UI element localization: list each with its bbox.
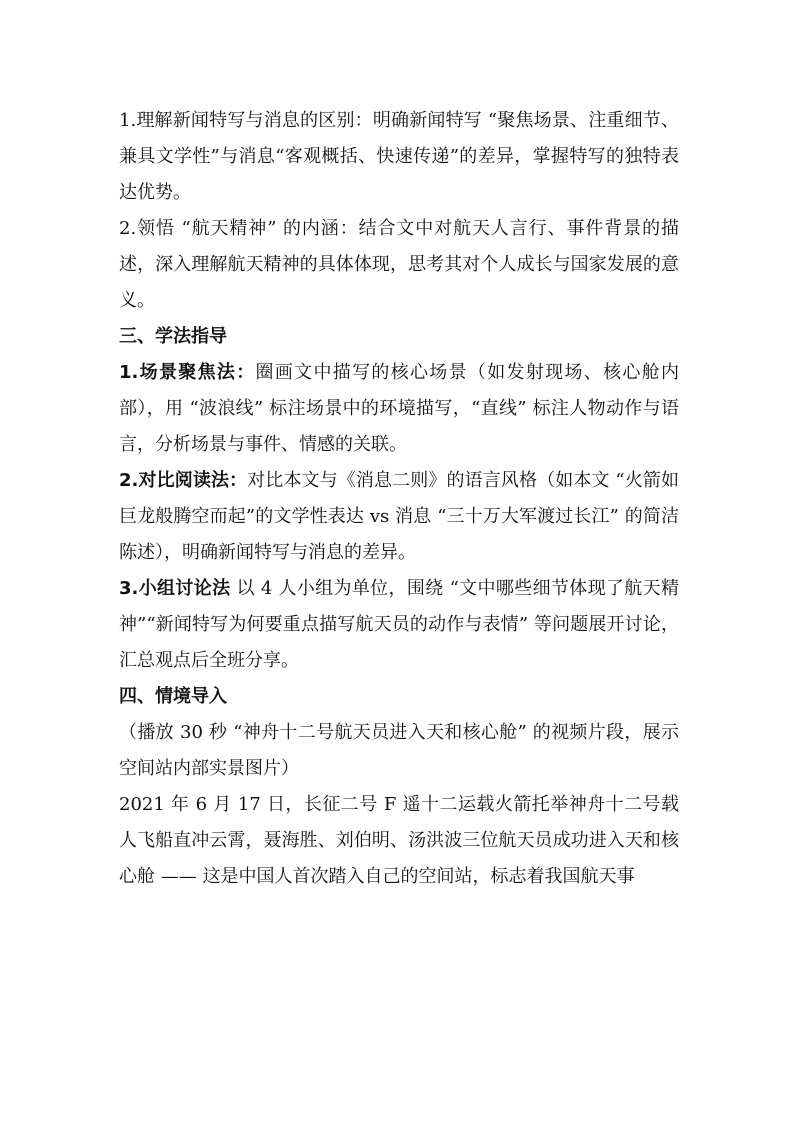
section-heading-scenario-intro: 四、情境导入 (119, 686, 227, 707)
section-heading-study-methods: 三、学法指导 (119, 326, 227, 347)
learning-goal-1: 1.理解新闻特写与消息的区别：明确新闻特写 “聚焦场景、注重细节、兼具文学性”与消息“客观概括、快速传递”的差异，掌握特写的独特表达优势。 (119, 110, 679, 203)
learning-goal-2: 2.领悟 “航天精神” 的内涵：结合文中对航天人言行、事件背景的描述，深入理解航天精神的具体体现，思考其对个人成长与国家发展的意义。 (119, 218, 679, 311)
study-method-1-lead: 1.场景聚焦法： (119, 362, 256, 383)
study-method-1 (119, 355, 679, 463)
study-method-3 (119, 571, 679, 679)
study-method-3-body: 以 4 人小组为单位，围绕 “文中哪些细节体现了航天精神”“新闻特写为何要重点描写航天员的动作与表情” 等问题展开讨论，汇总观点后全班分享。 (119, 578, 679, 671)
intro-video-note: （播放 30 秒 “神舟十二号航天员进入天和核心舱” 的视频片段，展示空间站内部实景图片） (119, 722, 679, 779)
document-body (119, 103, 679, 895)
study-method-2 (119, 463, 679, 571)
intro-paragraph: 2021 年 6 月 17 日，长征二号 F 遥十二运载火箭托举神舟十二号载人飞船直冲云霄，聂海胜、刘伯明、汤洪波三位航天员成功进入天和核心舱 —— 这是中国人首次踏入自己的空间站，标志着我国航天事 (119, 794, 679, 887)
study-method-1-body: 圈画文中描写的核心场景（如发射现场、核心舱内部），用 “波浪线” 标注场景中的环境描写，“直线” 标注人物动作与语言，分析场景与事件、情感的关联。 (119, 362, 679, 455)
study-method-3-lead: 3.小组讨论法 (119, 578, 231, 599)
study-method-2-body: 对比本文与《消息二则》的语言风格（如本文 “火箭如巨龙般腾空而起”的文学性表达 vs 消息 “三十万大军渡过长江” 的简洁陈述），明确新闻特写与消息的差异。 (119, 470, 679, 563)
study-method-2-lead: 2.对比阅读法： (119, 470, 248, 491)
